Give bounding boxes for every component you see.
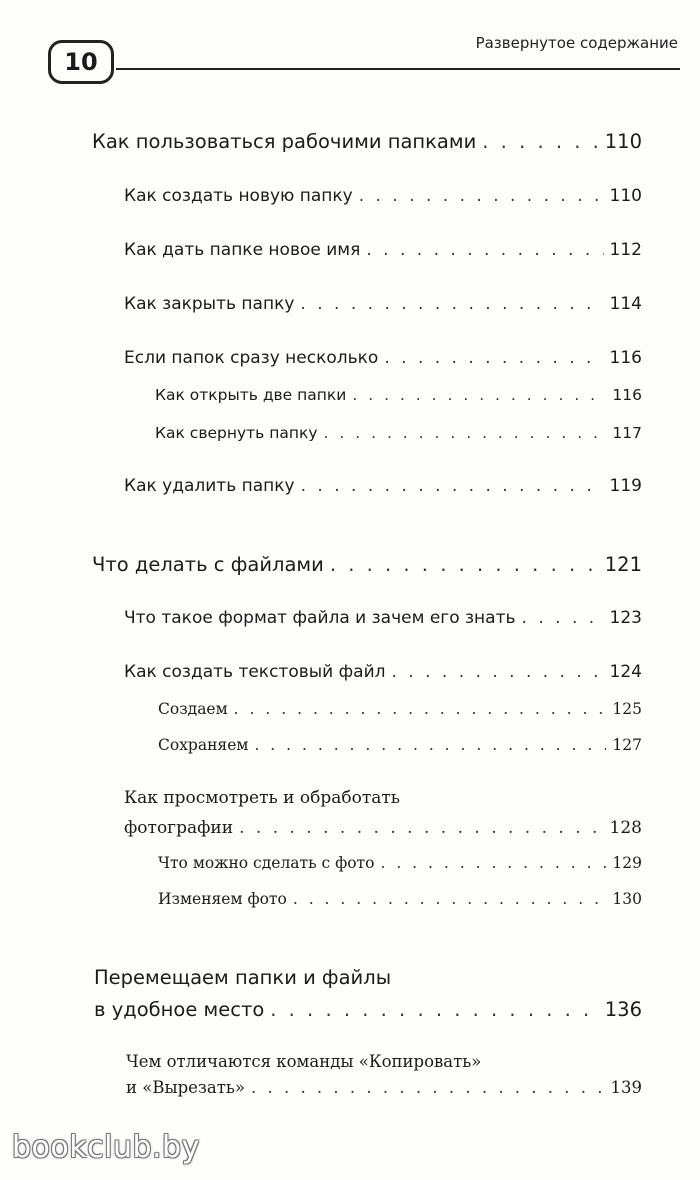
toc-entry[interactable] [124, 240, 642, 260]
toc-entry-title: Как создать текстовый файл [124, 662, 386, 682]
leader-dots [324, 424, 607, 442]
toc-entry[interactable] [124, 186, 642, 206]
leader-dots [391, 662, 603, 682]
leader-dots [301, 476, 604, 496]
toc-entry-title: Как закрыть папку [124, 294, 295, 314]
toc-entry-title-line2: в удобное место [94, 998, 265, 1021]
toc-entry-page: 130 [612, 890, 642, 908]
toc-entry[interactable] [124, 348, 642, 368]
toc-entry[interactable] [124, 294, 642, 314]
toc-entry[interactable] [158, 890, 642, 908]
leader-dots [239, 818, 603, 838]
leader-dots [330, 553, 599, 576]
toc-entry[interactable] [158, 700, 642, 718]
toc-entry-title: Изменяем фото [158, 890, 287, 908]
leader-dots [366, 240, 603, 260]
leader-dots [293, 890, 607, 908]
toc-entry-title: Как создать новую папку [124, 186, 353, 206]
toc-entry-title: Если папок сразу несколько [124, 348, 379, 368]
header-rule [116, 68, 680, 70]
toc-entry-page: 128 [609, 818, 642, 838]
toc-entry-page: 129 [612, 854, 642, 872]
page-number: 10 [64, 48, 98, 76]
toc-entry-page: 117 [612, 424, 642, 442]
toc-entry[interactable] [126, 1078, 642, 1097]
toc-entry-title: Как дать папке новое имя [124, 240, 361, 260]
leader-dots [482, 130, 598, 153]
leader-dots [300, 294, 603, 314]
leader-dots [352, 386, 606, 404]
toc-entry[interactable] [155, 424, 642, 442]
toc-entry-page: 124 [609, 662, 642, 682]
toc-entry-page: 127 [612, 736, 642, 754]
leader-dots [254, 736, 606, 754]
toc-entry-page: 136 [604, 998, 642, 1021]
toc-entry-title: Что такое формат файла и зачем его знать [124, 608, 516, 628]
toc-entry[interactable] [124, 662, 642, 682]
leader-dots [380, 854, 606, 872]
toc-entry-page: 114 [609, 294, 642, 314]
toc-entry-title-line2: и «Вырезать» [126, 1078, 245, 1097]
toc-entry[interactable] [155, 386, 642, 404]
toc-entry-title-line1: Перемещаем папки и файлы [94, 966, 392, 989]
toc-entry[interactable] [92, 130, 642, 153]
leader-dots [251, 1078, 605, 1097]
toc-entry-title: Создаем [158, 700, 228, 718]
toc-entry-title: Сохраняем [158, 736, 249, 754]
toc-entry-page: 123 [609, 608, 642, 628]
toc-entry[interactable] [124, 608, 642, 628]
toc-entry-page: 139 [610, 1078, 642, 1097]
toc-entry-title-line1: Чем отличаются команды «Копировать» [126, 1052, 482, 1071]
toc-entry-page: 110 [604, 130, 642, 153]
toc-entry-page: 125 [612, 700, 642, 718]
toc-entry[interactable] [124, 818, 642, 838]
toc-entry-title: Как открыть две папки [155, 386, 347, 404]
toc-entry-title-line2: фотографии [124, 818, 234, 838]
toc-entry-page: 116 [612, 386, 642, 404]
toc-entry[interactable] [92, 553, 642, 576]
watermark: bookclub.by [12, 1130, 200, 1165]
toc-entry[interactable] [124, 476, 642, 496]
leader-dots [522, 608, 604, 628]
leader-dots [234, 700, 607, 718]
running-head: Развернутое содержание [475, 34, 678, 52]
leader-dots [384, 348, 603, 368]
toc-entry-title: Как пользоваться рабочими папками [92, 130, 477, 153]
toc-entry[interactable] [94, 998, 642, 1021]
toc-entry[interactable] [158, 736, 642, 754]
page-number-badge [48, 40, 114, 84]
leader-dots [359, 186, 604, 206]
toc-entry-page: 110 [609, 186, 642, 206]
toc-entry-page: 119 [609, 476, 642, 496]
toc-entry-title: Что можно сделать с фото [158, 854, 375, 872]
toc-entry-page: 121 [604, 553, 642, 576]
toc-entry-page: 116 [609, 348, 642, 368]
leader-dots [270, 998, 599, 1021]
toc-entry-title: Как свернуть папку [155, 424, 318, 442]
toc-entry-title-line1: Как просмотреть и обработать [124, 788, 401, 808]
toc-entry-title: Как удалить папку [124, 476, 295, 496]
toc-entry-title: Что делать с файлами [92, 553, 324, 576]
toc-entry-page: 112 [609, 240, 642, 260]
toc-entry[interactable] [158, 854, 642, 872]
